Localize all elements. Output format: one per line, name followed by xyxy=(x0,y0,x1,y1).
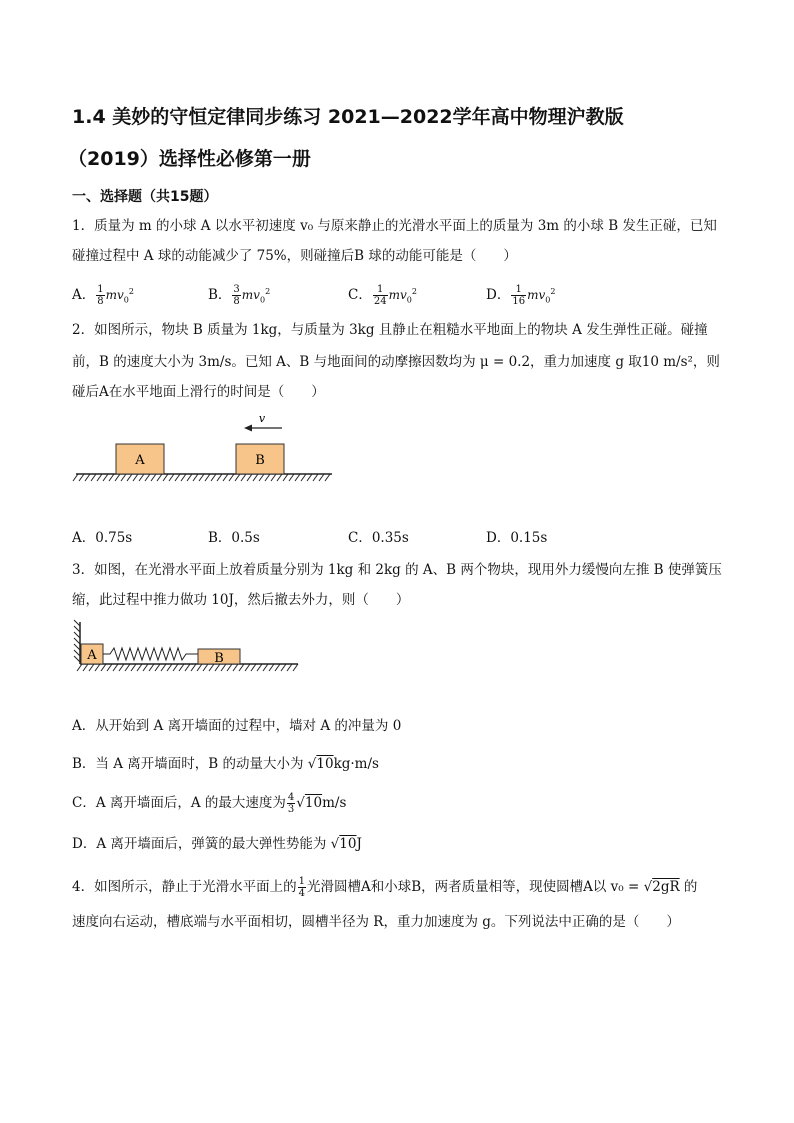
section-heading: 一、选择题（共15题） xyxy=(72,189,218,205)
q3-option-b: B．当 A 离开墙面时，B 的动量大小为 √10kg·m/s xyxy=(72,756,379,772)
q2-option-c: C．0.35s xyxy=(348,530,409,546)
q3-option-c: C．A 离开墙面后，A 的最大速度为 $\frac{4}{3}$ √10m/s xyxy=(72,792,347,815)
q2-line3: 碰后A在水平地面上滑行的时间是（ ） xyxy=(72,384,325,400)
q2-option-b: B．0.5s xyxy=(208,530,260,546)
q3-block-b-label: B xyxy=(214,651,224,666)
q1-line2: 碰撞过程中 A 球的动能减少了 75%，则碰撞后B 球的动能可能是（ ） xyxy=(72,248,517,264)
q1-option-d: D． $\frac{1}{16}$ $mv_0^2$ xyxy=(486,284,556,307)
q2-block-a-label: A xyxy=(135,453,145,468)
q2-ground-hatch xyxy=(73,474,330,481)
q2-velocity-label: v xyxy=(258,412,266,425)
doc-title-line2: （2019）选择性必修第一册 xyxy=(68,148,311,170)
q1-option-b: B． $\frac{3}{8}$ $mv_0^2$ xyxy=(208,284,271,307)
q1-option-c: C． $\frac{1}{24}$ $mv_0^2$ xyxy=(348,284,417,307)
q3-line1: 3．如图，在光滑水平面上放着质量分别为 1kg 和 2kg 的 A、B 两个物块，现用外力缓慢向左推 B 使弹簧压 xyxy=(72,562,722,578)
doc-title-line1: 1.4 美妙的守恒定律同步练习 2021—2022学年高中物理沪教版 xyxy=(72,106,624,128)
q4-line1: 4．如图所示，静止于光滑水平面上的 $\frac{1}{4}$ 光滑圆槽A和小球B，两者质量相等，现使圆槽A以 v₀ = √2gR 的 xyxy=(72,876,698,899)
q2-option-a: A．0.75s xyxy=(72,530,133,546)
q3-spring xyxy=(103,648,198,660)
q3-block-a-label: A xyxy=(87,648,97,663)
q3-option-a: A．从开始到 A 离开墙面的过程中，墙对 A 的冲量为 0 xyxy=(72,718,402,734)
q2-figure xyxy=(70,408,340,488)
q2-line1: 2．如图所示，物块 B 质量为 1kg，与质量为 3kg 且静止在粗糙水平地面上的物块 A 发生弹性正碰。碰撞 xyxy=(72,322,708,338)
q2-line2: 前，B 的速度大小为 3m/s。已知 A、B 与地面间的动摩擦因数均为 μ = 0.2，重力加速度 g 取10 m/s²，则 xyxy=(72,354,720,370)
q3-figure xyxy=(70,618,302,678)
q2-block-b-label: B xyxy=(255,453,265,468)
q2-velocity-arrowhead xyxy=(244,425,252,432)
q3-wall-hatch xyxy=(74,620,80,662)
q4-line2: 速度向右运动，槽底端与水平面相切，圆槽半径为 R，重力加速度为 g。下列说法中正确的是（ ） xyxy=(72,914,680,930)
q3-option-d: D．A 离开墙面后，弹簧的最大弹性势能为 √10J xyxy=(72,836,362,852)
q3-ground-hatch xyxy=(77,664,298,671)
q2-option-d: D．0.15s xyxy=(486,530,548,546)
q1-line1: 1．质量为 m 的小球 A 以水平初速度 v₀ 与原来静止的光滑水平面上的质量为 3m 的小球 B 发生正碰，已知 xyxy=(72,218,717,234)
q3-line2: 缩，此过程中推力做功 10J，然后撤去外力，则（ ） xyxy=(72,592,410,608)
q1-option-a: A． $\frac{1}{8}$ $mv_0^2$ xyxy=(72,284,134,307)
